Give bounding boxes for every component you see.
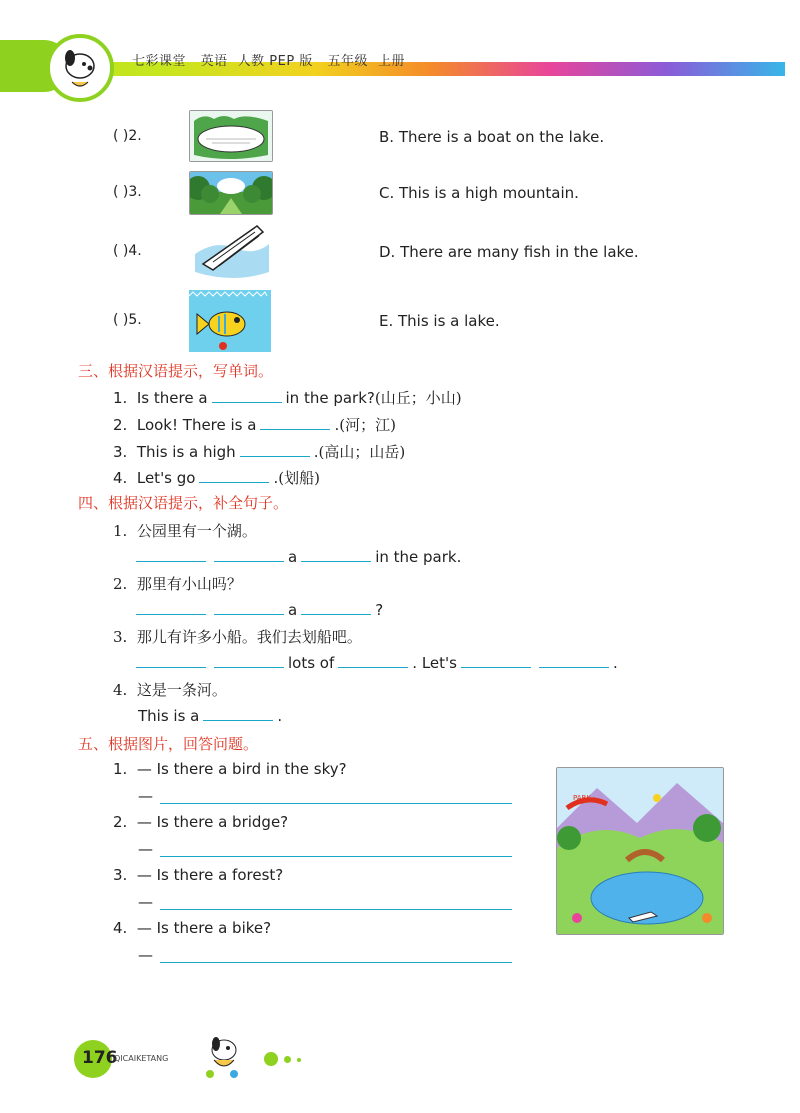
forest-icon	[189, 171, 273, 215]
section5-title: 五、根据图片，回答问题。	[78, 735, 259, 753]
decor-dot	[264, 1052, 278, 1066]
match-sentence-b: B. There is a boat on the lake.	[379, 128, 605, 146]
header-subject: 英语	[200, 54, 228, 69]
blank-field[interactable]	[136, 547, 206, 562]
s3-item-1: 1. Is there a in the park?(山丘；小山)	[113, 389, 462, 407]
answer-line[interactable]	[160, 908, 512, 910]
s5-dash: —	[138, 893, 153, 911]
section3-title: 三、根据汉语提示，写单词。	[78, 362, 274, 380]
answer-paren[interactable]: ( )4.	[113, 243, 142, 259]
s3-item-2: 2. Look! There is a .(河；江)	[113, 416, 396, 434]
blank-field[interactable]	[260, 415, 330, 430]
footer-brand: QICAIKETANG	[114, 1054, 169, 1063]
blank-field[interactable]	[212, 388, 282, 403]
answer-line[interactable]	[160, 961, 512, 963]
s3-item-3: 3. This is a high .(高山；山岳)	[113, 443, 406, 461]
answer-paren[interactable]: ( )5.	[113, 312, 142, 328]
blank-field[interactable]	[136, 600, 206, 615]
mascot-footer-icon	[198, 1030, 248, 1080]
s5-dash: —	[138, 946, 153, 964]
blank-field[interactable]	[301, 547, 371, 562]
s3-item-4: 4. Let's go .(划船)	[113, 469, 320, 487]
blank-field[interactable]	[214, 653, 284, 668]
s5-q4: 4. — Is there a bike?	[113, 919, 272, 937]
decor-dot	[284, 1056, 291, 1063]
answer-line[interactable]	[160, 802, 512, 804]
blank-field[interactable]	[214, 600, 284, 615]
header-grade: 五年级	[327, 54, 368, 69]
s4-q3-cn: 3. 那儿有许多小船。我们去划船吧。	[113, 628, 362, 646]
blank-field[interactable]	[199, 468, 269, 483]
mascot-icon	[46, 34, 114, 102]
answer-line[interactable]	[160, 855, 512, 857]
header-series: 七彩课堂	[132, 54, 187, 69]
svg-text:PARK: PARK	[573, 794, 592, 802]
s4-q2-cn: 2. 那里有小山吗？	[113, 575, 242, 593]
blank-field[interactable]	[203, 706, 273, 721]
answer-paren[interactable]: ( )2.	[113, 128, 142, 144]
s4-q2-line: a ?	[132, 600, 383, 619]
s5-q1: 1. — Is there a bird in the sky?	[113, 760, 347, 778]
header-volume: 上册	[378, 54, 406, 69]
match-sentence-c: C. This is a high mountain.	[379, 184, 579, 202]
s4-q1-cn: 1. 公园里有一个湖。	[113, 522, 257, 540]
header-edition: 人教 PEP 版	[237, 54, 313, 69]
s5-q3: 3. — Is there a forest?	[113, 866, 284, 884]
park-scene-icon	[556, 767, 724, 935]
s4-q4-cn: 4. 这是一条河。	[113, 681, 227, 699]
boat-icon	[189, 220, 271, 282]
s5-dash: —	[138, 787, 153, 805]
blank-field[interactable]	[338, 653, 408, 668]
header-title	[132, 50, 415, 69]
lake-icon	[189, 110, 273, 162]
blank-field[interactable]	[301, 600, 371, 615]
blank-field[interactable]	[136, 653, 206, 668]
section4-title: 四、根据汉语提示，补全句子。	[78, 494, 289, 512]
s5-dash: —	[138, 840, 153, 858]
answer-paren[interactable]: ( )3.	[113, 184, 142, 200]
match-sentence-d: D. There are many fish in the lake.	[379, 243, 639, 261]
decor-dot	[297, 1058, 301, 1062]
blank-field[interactable]	[461, 653, 531, 668]
s4-q1-line: a in the park.	[132, 547, 461, 566]
blank-field[interactable]	[240, 442, 310, 457]
match-sentence-e: E. This is a lake.	[379, 312, 500, 330]
s4-q4-line: This is a .	[138, 707, 283, 725]
s5-q2: 2. — Is there a bridge?	[113, 813, 289, 831]
page-number-badge: 176	[74, 1040, 112, 1078]
s4-q3-line: lots of . Let's .	[132, 653, 618, 672]
fish-icon	[189, 290, 271, 352]
blank-field[interactable]	[539, 653, 609, 668]
blank-field[interactable]	[214, 547, 284, 562]
